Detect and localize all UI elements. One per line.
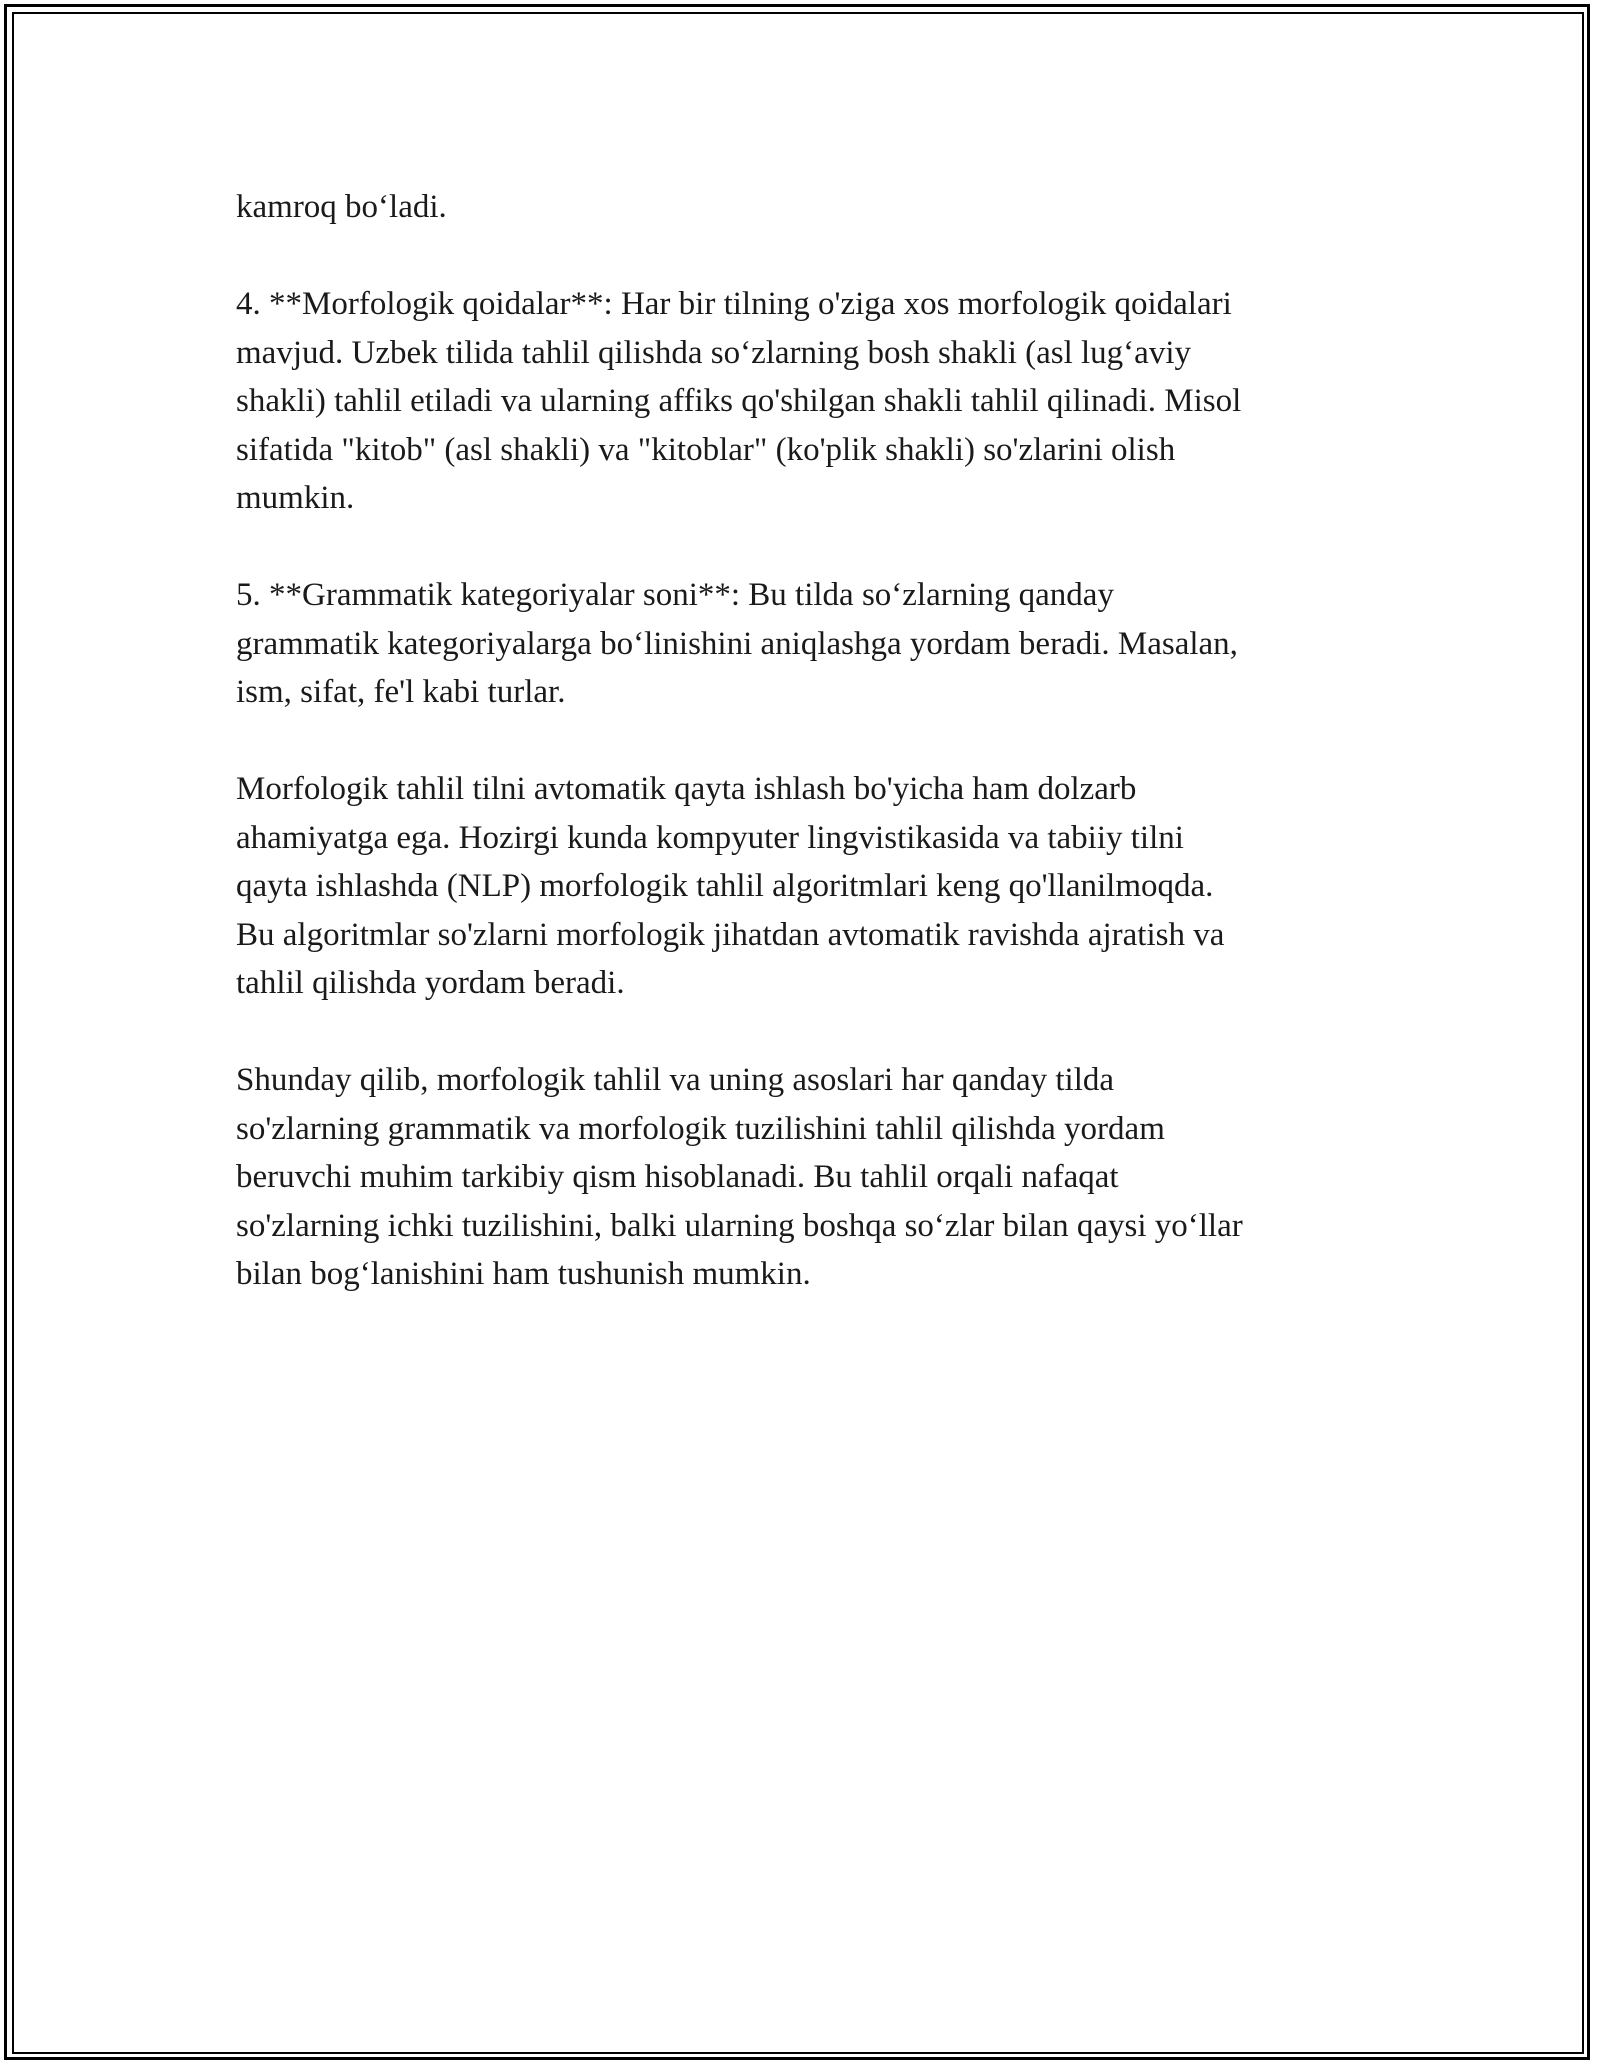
paragraph-morphological-rules: 4. **Morfologik qoidalar**: Har bir tilning o'ziga xos morfologik qoidalari mavjud. Uzbek tilida tahlil qilishda so‘zlarning bosh shakli (asl lug‘aviy shakli) tahlil etiladi va ularning affiks qo'shilgan shakli tahlil qilinadi. Misol sifatida "kitob" (asl shakli) va "kitoblar" (ko'plik shakli) so'zlarini olish mumkin. xyxy=(236,286,1242,516)
paragraph-nlp: Morfologik tahlil tilni avtomatik qayta ishlash bo'yicha ham dolzarb ahamiyatga ega. Hozirgi kunda kompyuter lingvistikasida va tabiiy tilni qayta ishlashda (NLP) morfologik tahlil algoritmlari keng qo'llanilmoqda. Bu algoritmlar so'zlarni morfologik jihatdan avtomatik ravishda ajratish va tahlil qilishda yordam beradi. xyxy=(236,771,1225,1001)
paragraph-grammatical-categories: 5. **Grammatik kategoriyalar soni**: Bu tilda so‘zlarning qanday grammatik kategoriyalarga bo‘linishini aniqlashga yordam beradi. Masalan, ism, sifat, fe'l kabi turlar. xyxy=(236,577,1238,710)
paragraph-continuation: kamroq bo‘ladi. xyxy=(236,189,447,225)
paragraph-conclusion: Shunday qilib, morfologik tahlil va uning asoslari har qanday tilda so'zlarning grammatik va morfologik tuzilishini tahlil qilishda yordam beruvchi muhim tarkibiy qism hisoblanadi. Bu tahlil orqali nafaqat so'zlarning ichki tuzilishini, balki ularning boshqa so‘zlar bilan qaysi yo‘llar bilan bog‘lanishini ham tushunish mumkin. xyxy=(236,1062,1243,1292)
document-body xyxy=(236,183,1366,1347)
